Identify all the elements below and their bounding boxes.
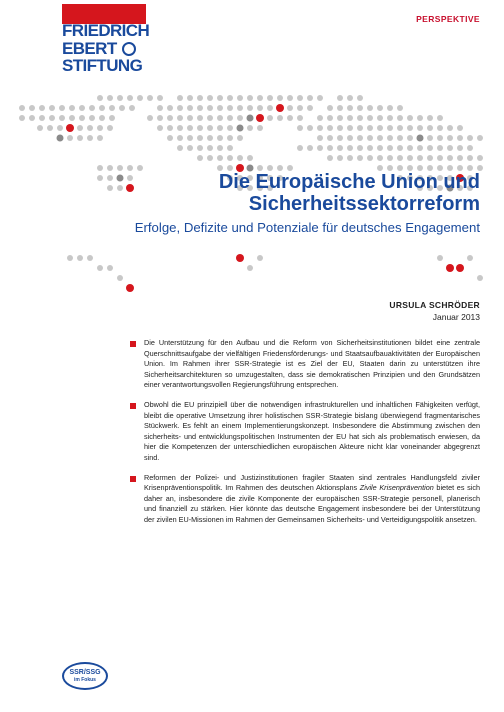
map-dot [187,125,193,131]
map-dot [407,125,413,131]
bullet-square-icon [130,341,136,347]
map-dot [147,95,153,101]
logo-word-2: EBERT [62,39,117,58]
map-dot [357,135,363,141]
map-dot [227,105,233,111]
map-dot [347,95,353,101]
map-dot [427,155,433,161]
summary-bullet [130,400,480,464]
map-dot [177,95,183,101]
map-dot [207,95,213,101]
map-dot [157,95,163,101]
map-dot [357,125,363,131]
map-dot [177,105,183,111]
map-dot [267,105,273,111]
map-dot [347,105,353,111]
map-dot [347,135,353,141]
map-dot [307,95,313,101]
map-dot [39,105,45,111]
map-dot [67,255,73,261]
map-dot [137,95,143,101]
map-dot [207,125,213,131]
map-dot [207,145,213,151]
map-dot [109,105,115,111]
map-dot [177,135,183,141]
map-dot [247,265,253,271]
map-dot [107,265,113,271]
map-dot [97,265,103,271]
map-dot [467,135,473,141]
map-dot [126,284,134,292]
author-name: URSULA SCHRÖDER [389,300,480,310]
map-dot [187,145,193,151]
map-dot [197,95,203,101]
map-dot [477,135,483,141]
map-dot [217,155,223,161]
map-dot [247,155,253,161]
map-dot [297,145,303,151]
page-title [80,171,480,215]
map-dot [357,155,363,161]
map-dot [247,95,253,101]
map-dot [117,95,123,101]
map-dot [456,264,464,272]
map-dot [397,125,403,131]
map-dot [167,105,173,111]
map-dot [317,125,323,131]
map-dot [197,155,203,161]
map-dot [277,95,283,101]
map-dot [217,125,223,131]
map-dot [97,125,103,131]
map-dot [157,105,163,111]
map-dot [387,105,393,111]
map-dot [377,155,383,161]
map-dot [217,115,223,121]
map-dot [119,105,125,111]
map-dot [347,115,353,121]
map-dot [387,135,393,141]
map-dot [387,115,393,121]
bullet-text-part: bietet es sich daher an, insbesondere die zivile Komponente der europäischen SSR-Strategie personell, planerisch und finanziell zu stärken. Hier könnte das deutsche Engagement insbesondere bei der Unterstützung der zivilen EU-Missionen im Rahmen der Gemeinsamen Sicherheits- und Verteidigungspolitik ansetzen. [144,483,480,524]
map-dot [407,145,413,151]
map-dot [357,145,363,151]
map-dot [457,155,463,161]
map-dot [457,145,463,151]
map-dot [227,95,233,101]
map-dot [167,135,173,141]
map-dot [227,115,233,121]
bullet-text [144,473,480,526]
map-dot [167,115,173,121]
map-dot [417,155,423,161]
map-dot [327,125,333,131]
map-dot [377,135,383,141]
map-dot [237,115,243,121]
map-dot [227,155,233,161]
map-dot [287,95,293,101]
map-dot [217,135,223,141]
fes-logo [62,4,150,75]
map-dot [347,125,353,131]
map-dot [69,105,75,111]
map-dot [187,95,193,101]
map-dot [217,95,223,101]
map-dot [297,115,303,121]
map-dot [177,115,183,121]
badge-title: SSR/SSG [69,669,101,676]
map-dot [79,115,85,121]
map-dot [237,125,244,132]
publication-date: Januar 2013 [432,312,480,322]
map-dot [387,145,393,151]
map-dot [47,125,53,131]
map-dot [427,135,433,141]
map-dot [87,125,93,131]
map-dot [377,105,383,111]
map-dot [257,255,263,261]
map-dot [207,105,213,111]
map-dot [107,125,113,131]
map-dot [397,115,403,121]
map-dot [327,115,333,121]
map-dot [307,105,313,111]
map-dot [417,145,423,151]
map-dot [197,125,203,131]
map-dot [237,105,243,111]
map-dot [59,115,65,121]
map-dot [467,145,473,151]
map-dot [397,135,403,141]
map-dot [377,145,383,151]
bullet-square-icon [130,476,136,482]
map-dot [87,255,93,261]
map-dot [337,115,343,121]
map-dot [267,115,273,121]
map-dot [67,135,73,141]
map-dot [237,135,243,141]
map-dot [77,255,83,261]
map-dot [357,115,363,121]
map-dot [97,95,103,101]
map-dot [197,105,203,111]
title-line-2: Sicherheitssektorreform [248,193,480,215]
map-dot [367,155,373,161]
map-dot [357,105,363,111]
map-dot [407,135,413,141]
map-dot [39,115,45,121]
map-dot [367,125,373,131]
map-dot [227,135,233,141]
summary-bullet [130,473,480,526]
map-dot [317,135,323,141]
map-dot [287,115,293,121]
globe-icon [122,42,136,56]
map-dot [29,115,35,121]
map-dot [317,115,323,121]
logo-word-1: FRIEDRICH [62,21,150,40]
page-subtitle: Erfolge, Defizite und Potenziale für deutsches Engagement [134,220,480,235]
map-dot [127,95,133,101]
map-dot [227,145,233,151]
map-dot [99,115,105,121]
map-dot [417,115,423,121]
map-dot [57,135,64,142]
map-dot [307,125,313,131]
summary-bullet [130,338,480,391]
map-dot [347,155,353,161]
map-dot [257,125,263,131]
map-dot [147,115,153,121]
map-dot [29,105,35,111]
map-dot [417,135,424,142]
map-dot [197,135,203,141]
map-dot [297,95,303,101]
map-dot [467,155,473,161]
map-dot [157,115,163,121]
map-dot [267,95,273,101]
map-dot [447,155,453,161]
map-dot [347,145,353,151]
map-dot [397,105,403,111]
map-dot [257,105,263,111]
map-dot [49,105,55,111]
map-dot [427,125,433,131]
map-dot [207,135,213,141]
map-dot [257,95,263,101]
map-dot [367,145,373,151]
map-dot [59,105,65,111]
map-dot [437,135,443,141]
map-dot [357,95,363,101]
map-dot [227,125,233,131]
map-dot [247,115,254,122]
map-dot [167,125,173,131]
map-dot [327,135,333,141]
map-dot [89,105,95,111]
map-dot [247,125,253,131]
map-dot [457,125,463,131]
map-dot [407,115,413,121]
map-dot [317,95,323,101]
map-dot [467,255,473,261]
map-dot [276,104,284,112]
map-dot [117,275,123,281]
map-dot [337,155,343,161]
map-dot [387,155,393,161]
map-dot [437,115,443,121]
ssr-badge [62,662,108,690]
map-dot [287,105,293,111]
map-dot [327,145,333,151]
map-dot [37,125,43,131]
map-dot [377,115,383,121]
map-dot [397,145,403,151]
map-dot [217,145,223,151]
map-dot [217,105,223,111]
logo-word-3: STIFTUNG [62,56,143,75]
map-dot [237,155,243,161]
summary-bullets [130,338,480,535]
bullet-text-part: Reformen der Polizei- und Justizinstitutionen fragiler Staaten sind zentrales Handlungsfeld ziviler Krisenpräventionspolitik. Im Rahmen des deutschen Aktionsplans [144,472,480,493]
map-dot [437,255,443,261]
map-dot [337,125,343,131]
map-dot [69,115,75,121]
map-dot [77,125,83,131]
map-dot [66,124,74,132]
bullet-text: Die Unterstützung für den Aufbau und die Reform von Sicherheitsinstitutionen bildet eine zentrale Querschnittsaufgabe der vielfältigen Friedensförderungs- und Staatsaufbauaktivitäten der Europäischen Union. Im Rahmen ihrer SSR-Strategie ist es Ziel der EU, Staaten darin zu unterstützen ihre Sicherheitsarchitekturen so umzugestalten, dass sie demokratischen Prinzipien und den Grundsätzen einer verantwortungsvollen Regierungsführung entsprechen. [144,338,480,390]
map-dot [109,115,115,121]
map-dot [397,155,403,161]
map-dot [49,115,55,121]
map-dot [79,105,85,111]
map-dot [237,95,243,101]
map-dot [97,135,103,141]
map-dot [99,105,105,111]
bullet-square-icon [130,403,136,409]
map-dot [337,105,343,111]
map-dot [437,125,443,131]
map-dot [437,145,443,151]
map-dot [337,145,343,151]
map-dot [377,125,383,131]
map-dot [417,125,423,131]
map-dot [19,115,25,121]
map-dot [367,115,373,121]
map-dot [447,135,453,141]
map-dot [407,155,413,161]
map-dot [277,115,283,121]
bullet-text-italic: Zivile Krisenprävention [359,483,434,493]
map-dot [187,105,193,111]
map-dot [89,115,95,121]
map-dot [427,115,433,121]
map-dot [447,145,453,151]
map-dot [297,105,303,111]
map-dot [447,125,453,131]
map-dot [247,105,253,111]
map-dot [297,125,303,131]
bullet-text: Obwohl die EU prinzipiell über die notwendigen infrastrukturellen und inhaltlichen Fähigkeiten verfügt, bleibt die operative Umsetzung ihrer holistischen SSR-Strategie bislang überwiegend fragmentarisches Stückwerk. Es fehlt an einem Implementierungskonzept. Insbesondere die Abstimmung zwischen den sicherheits- und entwicklungspolitischen Instrumenten der EU hat sich als problematisch erwiesen, da hier die Kompetenzen der unterschiedlichen europäischen Akteure nicht klar voneinander abgegrenzt sind. [144,399,480,462]
map-dot [256,114,264,122]
map-dot [427,145,433,151]
map-dot [367,135,373,141]
title-line-1: Die Europäische Union und [218,171,480,193]
map-dot [57,125,63,131]
map-dot [19,105,25,111]
map-dot [77,135,83,141]
map-dot [177,145,183,151]
map-dot [129,105,135,111]
map-dot [457,135,463,141]
map-dot [197,115,203,121]
map-dot [327,105,333,111]
map-dot [327,155,333,161]
map-dot [477,275,483,281]
map-dot [317,145,323,151]
map-dot [87,135,93,141]
map-dot [387,125,393,131]
series-label: PERSPEKTIVE [416,14,480,24]
map-dot [197,145,203,151]
map-dot [207,115,213,121]
map-dot [437,155,443,161]
badge-subtitle: im Fokus [74,677,96,683]
map-dot [187,115,193,121]
map-dot [307,145,313,151]
map-dot [187,135,193,141]
map-dot [337,95,343,101]
map-dot [477,155,483,161]
map-dot [157,125,163,131]
map-dot [446,264,454,272]
map-dot [236,254,244,262]
map-dot [367,105,373,111]
map-dot [177,125,183,131]
map-dot [107,95,113,101]
map-dot [207,155,213,161]
map-dot [337,135,343,141]
